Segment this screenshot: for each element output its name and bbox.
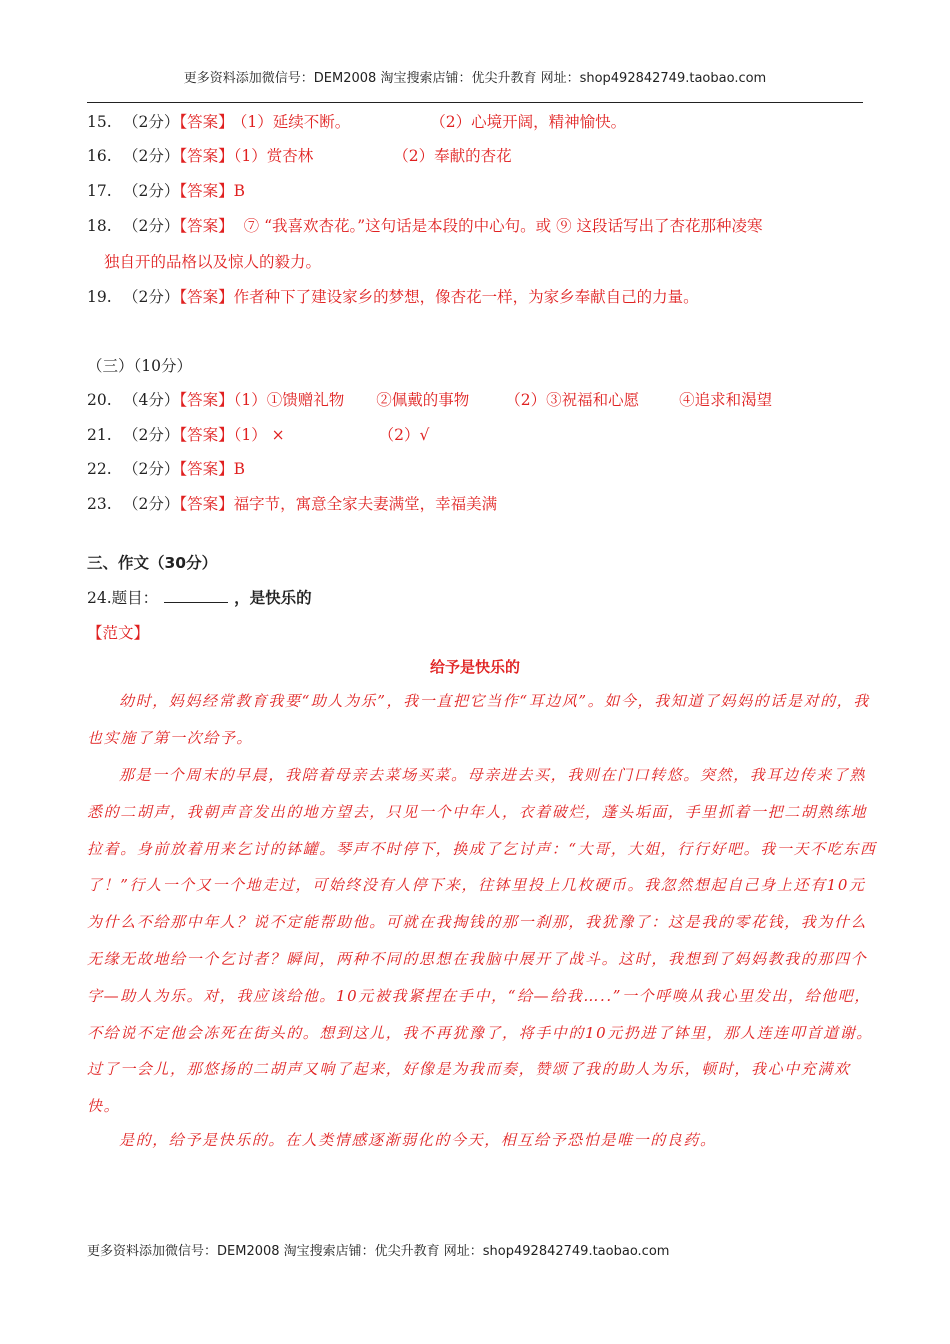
page-header: 更多资料添加微信号：DEM2008 淘宝搜索店铺：优尖升教育 网址：shop492842749.taobao.com <box>183 71 767 86</box>
prompt-suffix: ，是快乐的 <box>234 589 312 607</box>
answer-tag: 【答案】 <box>179 460 234 478</box>
score: （2分） <box>123 182 180 200</box>
answer-tag: 【答案】 <box>179 288 234 306</box>
score: （2分） <box>123 147 180 165</box>
answer-part-2: （2）√ <box>378 426 430 444</box>
part-3-heading: （三）（10分） <box>87 357 192 375</box>
answer-part-1: （1）赏杏林 <box>233 147 314 165</box>
section-heading-composition: 三、作文（30分） <box>87 554 218 572</box>
question-number: 15. <box>87 113 112 131</box>
answer-part-2: （2）奉献的杏花 <box>393 147 512 165</box>
answer-part-1: （1）①馈赠礼物 <box>233 391 345 409</box>
score: （2分） <box>123 113 180 131</box>
answer-21 <box>87 423 429 445</box>
answer-23 <box>87 492 497 514</box>
prompt-prefix: 24.题目： <box>87 589 159 607</box>
answer-15 <box>87 110 626 132</box>
answer-part-2: ②佩戴的事物 <box>376 391 470 409</box>
answer-part-1: B <box>233 182 246 200</box>
answer-16 <box>87 144 512 166</box>
answer-17 <box>87 179 245 201</box>
title-blank <box>164 588 228 603</box>
score: （2分） <box>123 288 180 306</box>
essay-paragraph-3: 是的，给予是快乐的。在人类情感逐渐弱化的今天，相互给予恐怕是唯一的良药。 <box>119 1131 717 1149</box>
answer-part-1: B <box>233 460 246 478</box>
answer-tag: 【答案】 <box>179 495 234 513</box>
answer-tag: 【答案】 <box>179 217 234 235</box>
answer-part-1: （1）延续不断。 <box>239 113 351 131</box>
answer-18-continued: 独自开的品格以及惊人的毅力。 <box>104 253 322 271</box>
answer-part-2: （2）心境开阔，精神愉快。 <box>430 113 627 131</box>
score: （4分） <box>123 391 180 409</box>
essay-paragraph-1: 幼时，妈妈经常教育我要“助人为乐”，我一直把它当作“耳边风”。如今，我知道了妈妈的话是对的，我也实施了第一次给予。 <box>87 692 870 747</box>
answer-part-1: 作者种下了建设家乡的梦想，像杏花一样，为家乡奉献自己的力量。 <box>233 288 699 306</box>
question-number: 21. <box>87 426 112 444</box>
answer-part-1: 福字节，寓意全家夫妻满堂，幸福美满 <box>233 495 498 513</box>
page-footer: 更多资料添加微信号：DEM2008 淘宝搜索店铺：优尖升教育 网址：shop492842749.taobao.com <box>87 1244 670 1259</box>
header-rule <box>87 102 863 103</box>
answer-part-3: （2）③祝福和心愿 <box>505 391 640 409</box>
essay-title: 给予是快乐的 <box>429 658 520 676</box>
score: （2分） <box>123 460 180 478</box>
essay-paragraph-2: 那是一个周末的早晨，我陪着母亲去菜场买菜。母亲进去买，我则在门口转悠。突然，我耳边传来了熟悉的二胡声，我朝声音发出的地方望去，只见一个中年人，衣着破烂，蓬头垢面，手里抓着一把二胡熟练地拉着。身前放着用来乞讨的钵罐。琴声不时停下，换成了乞讨声：“大哥，大姐，行行好吧。我一天不吃东西了！”行人一个又一个地走过，可始终没有人停下来，往钵里投上几枚硬币。我忽然想起自己身上还有10元为什么不给那中年人？说不定能帮助他。可就在我掏钱的那一刹那，我犹豫了：这是我的零花钱，我为什么无缘无故地给一个乞讨者？瞬间，两种不同的思想在我脑中展开了战斗。这时，我想到了妈妈教我的那四个字—助人为乐。对，我应该给他。10元被我紧捏在手中，“给—给我…..”一个呼唤从我心里发出，给他吧，不给说不定他会冻死在街头的。想到这儿，我不再犹豫了，将手中的10元扔进了钵里，那人连连叩首道谢。过了一会儿，那悠扬的二胡声又响了起来，好像是为我而奏，赞颂了我的助人为乐，顿时，我心中充满欢快。 <box>87 766 877 1116</box>
question-number: 16. <box>87 147 112 165</box>
question-number: 19. <box>87 288 112 306</box>
score: （2分） <box>123 426 180 444</box>
question-number: 18. <box>87 217 112 235</box>
answer-19 <box>87 285 699 307</box>
question-number: 22. <box>87 460 112 478</box>
composition-prompt <box>87 586 312 608</box>
question-number: 20. <box>87 391 112 409</box>
answer-tag: 【答案】 <box>179 426 234 444</box>
answer-part-4: ④追求和渴望 <box>679 391 773 409</box>
answer-tag: 【答案】 <box>179 147 234 165</box>
answer-18 <box>87 214 763 236</box>
sample-essay-label: 【范文】 <box>87 624 150 642</box>
answer-tag: 【答案】 <box>179 113 234 131</box>
answer-part-1: （1） × <box>233 426 285 444</box>
question-number: 23. <box>87 495 112 513</box>
answer-tag: 【答案】 <box>179 182 234 200</box>
answer-tag: 【答案】 <box>179 391 234 409</box>
answer-22 <box>87 457 245 479</box>
score: （2分） <box>123 495 180 513</box>
answer-part-1: ⑦ “我喜欢杏花。”这句话是本段的中心句。或 ⑨ 这段话写出了杏花那种凌寒 <box>243 217 763 235</box>
score: （2分） <box>123 217 180 235</box>
answer-20 <box>87 388 772 410</box>
question-number: 17. <box>87 182 112 200</box>
